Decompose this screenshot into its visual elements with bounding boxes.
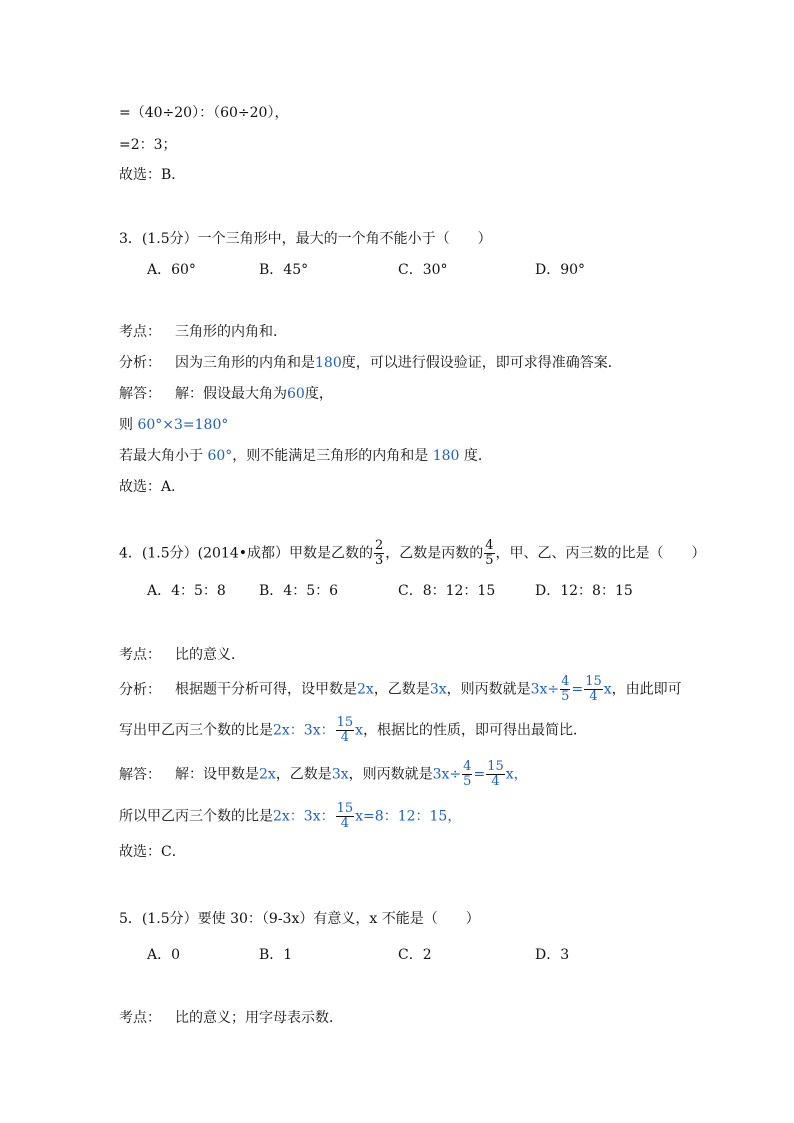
question-text: 4．(1.5分）(2014•成都）甲数是乙数的 [119,545,373,562]
step-expr: x=8：12：15， [355,808,462,825]
solution-line [119,103,288,123]
jieda-text: 度， [304,386,333,402]
step-text: 若最大角小于 [119,448,203,464]
jieda-expr: x， [505,766,528,783]
jieda-text: ，则丙数就是 [348,766,433,783]
fenxi-number: 180 [315,355,342,371]
fenxi-text: 写出甲乙丙三个数的比是 [119,722,273,739]
fraction-numerator: 15 [487,759,504,774]
jieda-expr: 3x÷ [432,766,462,783]
fraction-denominator: 5 [561,689,570,704]
q5-option-a: A．0 [147,947,181,963]
answer-text: 故选：C． [119,844,186,860]
kaodian-label: 考点： [119,647,161,663]
fenxi-text: ，则丙数就是 [446,681,531,698]
fraction-denominator: 5 [485,553,494,568]
step-expr: 2x：3x： [273,808,335,825]
answer-text: 故选：A． [119,479,186,495]
fraction [560,675,570,704]
fraction-denominator: 3 [374,553,384,568]
fraction-denominator: 5 [463,774,472,789]
q4-option-a: A．4：5：8 [147,583,226,599]
fenxi-expr: 2x [357,681,374,698]
jieda-label: 解答： [119,766,161,783]
fenxi-text: 根据题干分析可得，设甲数是 [175,681,357,698]
solution-text: =2：3； [119,137,177,153]
fraction [484,539,494,568]
step-text: 则 [119,417,133,433]
fraction [486,760,505,789]
jieda-text: ，乙数是 [275,766,332,783]
q5-option-c: C．2 [398,947,432,963]
step-text: 所以甲乙丙三个数的比是 [119,808,273,825]
answer-text: 故选：B． [119,167,186,183]
question-5-stem [119,909,480,929]
fraction-denominator: 4 [340,730,350,745]
q4-kaodian [119,645,245,665]
fraction [462,760,472,789]
q3-jieda [119,384,333,404]
jieda-text: 解：设甲数是 [175,766,259,783]
question-text: ，甲、乙、丙三数的比是（ ） [495,545,706,562]
q3-option-a: A．60° [147,262,196,278]
kaodian-text: 比的意义；用字母表示数． [175,1010,343,1026]
fenxi-label: 分析： [119,681,161,698]
jieda-label: 解答： [119,386,161,402]
q3-option-b: B．45° [259,262,309,278]
fraction [584,675,603,704]
q3-fenxi [119,353,622,373]
q3-answer [119,477,185,497]
q4-option-c: C．8：12：15 [398,583,496,599]
fraction-denominator: 4 [491,774,500,789]
solution-line [119,135,177,155]
jieda-number: 60 [287,386,305,402]
fenxi-text: ，乙数是 [373,681,430,698]
q5-option-b: B．1 [259,947,293,963]
fenxi-text: 因为三角形的内角和是 [175,355,315,371]
step-number: 180 [432,448,460,464]
q4-option-d: D．12：8：15 [535,583,633,599]
q3-option-d: D．90° [535,262,586,278]
question-text: ，乙数是丙数的 [385,545,484,562]
fenxi-text: ，由此即可 [611,681,682,698]
fenxi-expr: 2x：3x： [273,722,335,739]
q4-fenxi-cont [119,716,587,745]
q4-option-b: B．4：5：6 [259,583,339,599]
fenxi-expr: x [355,722,364,739]
q4-fenxi [119,675,682,704]
question-4-stem [119,539,706,568]
kaodian-label: 考点： [119,1010,161,1026]
fraction-numerator: 15 [336,715,354,730]
q5-kaodian [119,1008,343,1028]
q4-jieda [119,760,528,789]
solution-text: =（40÷20）：（60÷20）， [119,105,289,121]
fraction-numerator: 4 [561,674,570,689]
fenxi-expr: 3x [429,681,447,698]
fraction-numerator: 4 [463,759,472,774]
fraction-numerator: 15 [585,674,602,689]
q5-option-d: D．3 [535,947,570,963]
q3-option-c: C．30° [398,262,448,278]
question-text: 5．(1.5分）要使 [119,911,226,927]
q4-answer [119,842,186,862]
fraction-numerator: 2 [374,538,384,553]
fraction [336,716,355,745]
jieda-expr: 3x [331,766,349,783]
jieda-text: 解：假设最大角为 [175,386,287,402]
q3-kaodian [119,322,287,342]
fenxi-expr: 3x÷ [530,681,560,698]
jieda-expr: 2x [259,766,276,783]
question-text: 3．(1.5分）一个三角形中，最大的一个角不能小于（ ） [119,231,492,247]
fraction [374,539,384,568]
q3-step-ruo [119,446,492,466]
question-expr: 30：（9-3x） [230,911,314,927]
step-number: 60° [207,448,233,464]
answer-line [119,165,185,185]
fenxi-label: 分析： [119,355,161,371]
step-text: 度． [463,448,492,464]
kaodian-text: 三角形的内角和． [175,324,287,340]
kaodian-text: 比的意义． [175,647,245,663]
step-formula: 60°×3=180° [137,417,229,433]
fraction-denominator: 4 [589,689,598,704]
fraction-numerator: 15 [336,801,354,816]
equals-sign: = [571,681,584,698]
fenxi-text: 度，可以进行假设验证，即可求得准确答案． [341,355,622,371]
question-3-stem [119,229,492,249]
fraction-denominator: 4 [340,816,350,831]
step-text: ，则不能满足三角形的内角和是 [232,448,429,464]
kaodian-label: 考点： [119,324,161,340]
equals-sign: = [473,766,486,783]
q4-step-suoyi [119,802,461,831]
q3-step-ze [119,415,228,435]
question-text: 有意义，x 不能是（ ） [313,911,480,927]
fraction [336,802,355,831]
fenxi-text: ，根据比的性质，即可得出最简比． [363,722,588,739]
fraction-numerator: 4 [485,538,494,553]
fenxi-expr: x [603,681,612,698]
